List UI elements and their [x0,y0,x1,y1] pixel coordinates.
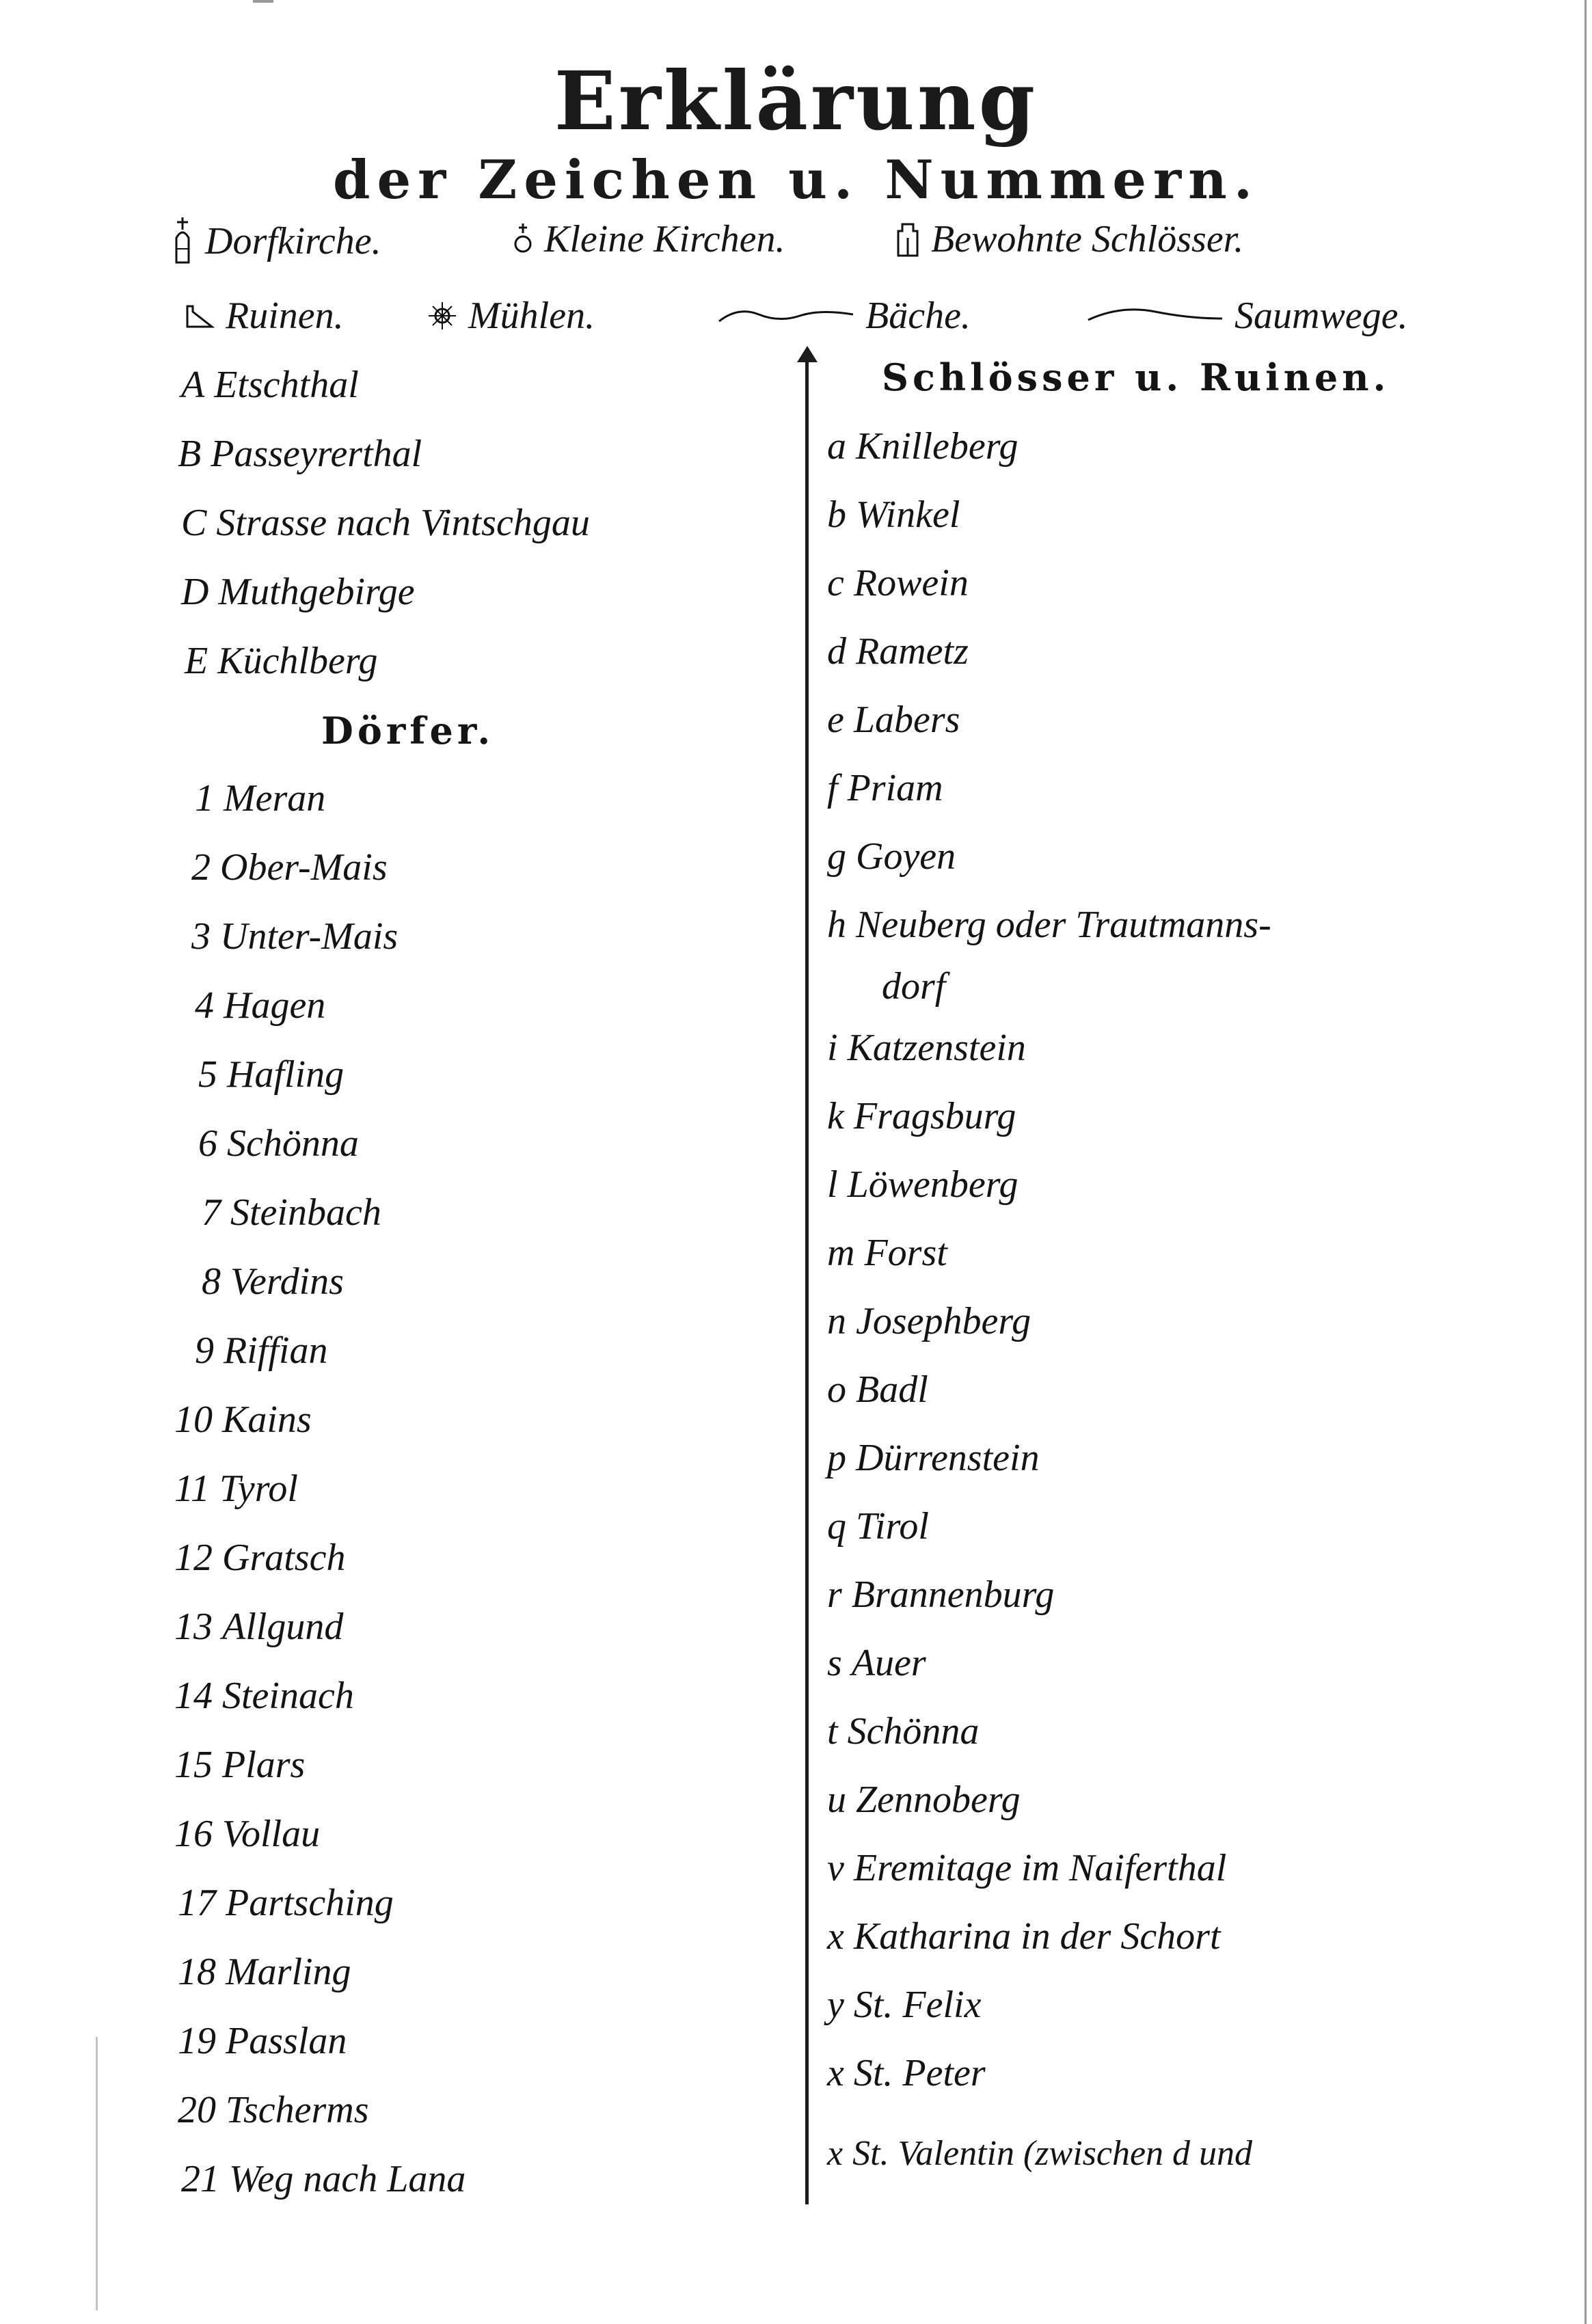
page-subtitle: der Zeichen u. Nummern. [333,149,1259,211]
legend-item-mill [427,294,595,338]
castle-entry: c Rowein [827,562,969,604]
page-title: Erklärung [554,53,1038,148]
castle-entry: e Labers [827,699,960,741]
village-entry: 10 Kains [174,1399,312,1441]
region-entry: C Strasse nach Vintschgau [181,502,590,544]
castle-entry: q Tirol [827,1505,929,1548]
castles-heading: Schlösser u. Ruinen. [882,355,1390,399]
legend-row-2 [171,294,1504,349]
castle-entry: x St. Peter [827,2052,986,2094]
castle-entry: h Neuberg oder Trautmanns- [827,904,1271,946]
castle-entry: t Schönna [827,1710,980,1753]
castle-entry: u Zennoberg [827,1779,1021,1821]
castle-entry: n Josephberg [827,1300,1031,1342]
legend-row-1 [171,217,1504,272]
mill-icon [427,301,457,331]
village-entry: 1 Meran [195,777,326,820]
trail-icon [1087,302,1224,329]
village-entry: 14 Steinach [174,1675,354,1717]
legend-label-stream: Bäche. [865,295,971,337]
region-entry: A Etschthal [181,364,359,406]
village-entry: 11 Tyrol [174,1468,298,1510]
stream-icon [718,302,854,329]
village-entry: 8 Verdins [202,1260,344,1303]
village-entry: 18 Marling [178,1951,351,1993]
castle-entry: m Forst [827,1232,947,1274]
village-entry: 19 Passlan [178,2020,347,2062]
castle-entry: x Katharina in der Schort [827,1915,1221,1958]
castle-entry: b Winkel [827,494,960,536]
legend-item-castle [895,217,1243,261]
villages-heading: Dörfer. [321,709,495,753]
legend-label-castle: Bewohnte Schlösser. [931,218,1244,260]
legend-item-stream [718,294,971,338]
legend-item-small-church [513,217,785,261]
church-icon [171,217,194,265]
village-entry: 3 Unter-Mais [191,915,399,958]
castle-icon [895,221,920,257]
village-entry: 21 Weg nach Lana [181,2158,466,2200]
legend-item-ruin [185,294,344,338]
castle-entry-continuation: dorf [882,965,946,1008]
ruin-icon [185,302,215,329]
region-entry: B Passeyrerthal [178,433,422,475]
legend-label-mill: Mühlen. [468,295,595,337]
castle-entry: x St. Valentin (zwischen d und [827,2134,1253,2173]
legend-label-trail: Saumwege. [1235,295,1408,337]
castle-entry: d Rametz [827,630,969,673]
castle-entry: f Priam [827,767,943,809]
castle-entry: o Badl [827,1368,928,1411]
village-entry: 4 Hagen [195,984,326,1027]
legend-label-church: Dorfkirche. [205,220,381,262]
castle-entry: y St. Felix [827,1984,982,2026]
castle-entry: s Auer [827,1642,926,1684]
village-entry: 2 Ober-Mais [191,846,388,889]
scan-edge-left [96,2037,98,2310]
small-church-icon [513,222,533,256]
village-entry: 13 Allgund [174,1606,344,1648]
castle-entry: l Löwenberg [827,1163,1018,1206]
village-entry: 5 Hafling [198,1053,345,1096]
legend-label-ruin: Ruinen. [226,295,344,337]
castle-entry: g Goyen [827,835,956,878]
region-entry: E Küchlberg [185,640,378,682]
village-entry: 15 Plars [174,1744,306,1786]
village-entry: 12 Gratsch [174,1537,346,1579]
scan-edge-right [1584,0,1587,2324]
village-entry: 17 Partsching [178,1882,394,1924]
column-divider [805,355,809,2204]
region-entry: D Muthgebirge [181,571,415,613]
village-entry: 9 Riffian [195,1329,328,1372]
castle-entry: i Katzenstein [827,1027,1026,1069]
legend-label-small-church: Kleine Kirchen. [544,218,785,260]
legend-item-church [171,217,381,265]
village-entry: 7 Steinbach [202,1191,381,1234]
castle-entry: v Eremitage im Naiferthal [827,1847,1227,1889]
scan-mark-top [253,0,273,3]
castle-entry: k Fragsburg [827,1095,1016,1137]
village-entry: 20 Tscherms [178,2089,369,2131]
castle-entry: a Knilleberg [827,425,1018,468]
village-entry: 6 Schönna [198,1122,359,1165]
legend-item-trail [1087,294,1408,338]
village-entry: 16 Vollau [174,1813,321,1855]
castle-entry: r Brannenburg [827,1573,1055,1616]
castle-entry: p Dürrenstein [827,1437,1040,1479]
